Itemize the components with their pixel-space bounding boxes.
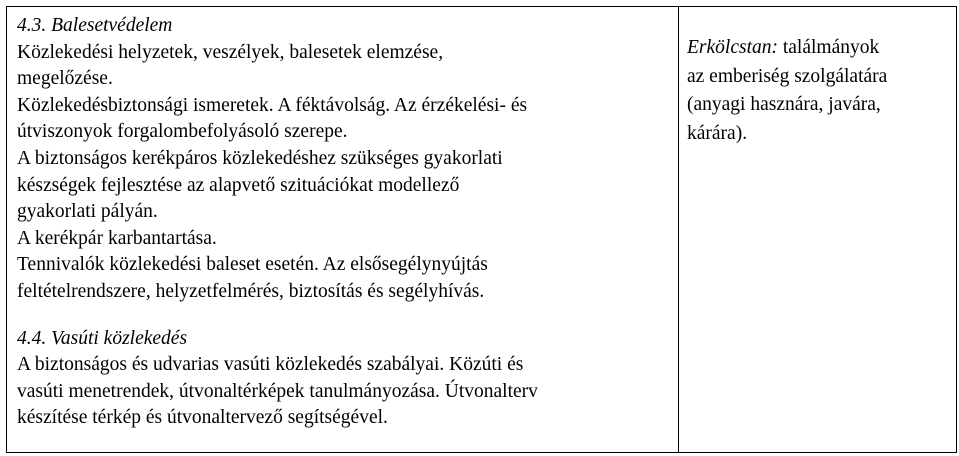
- section-4-3-line: Tennivalók közlekedési baleset esetén. Az elsősegélynyújtás: [17, 254, 488, 276]
- section-4-3-line: feltételrendszere, helyzetfelmérés, biztosítás és segélyhívás.: [17, 280, 485, 302]
- section-4-4-line: A biztonságos és udvarias vasúti közlekedés szabályai. Közúti és: [17, 354, 524, 376]
- connections-cell: [679, 7, 957, 453]
- section-4-3-heading: 4.3. Balesetvédelem: [17, 15, 173, 36]
- ethics-label: Erkölcstan:: [687, 37, 778, 58]
- section-4-3-line: A biztonságos kerékpáros közlekedéshez szükséges gyakorlati: [17, 147, 503, 169]
- section-4-3-line: megelőzése.: [17, 68, 113, 90]
- section-4-4-line: vasúti menetrendek, útvonaltérképek tanulmányozása. Útvonalterv: [17, 380, 538, 402]
- section-4-3-line: útviszonyok forgalombefolyásoló szerepe.: [17, 121, 348, 143]
- section-4-4-line: készítése térkép és útvonaltervező segítségével.: [17, 407, 388, 429]
- section-4-3-line: gyakorlati pályán.: [17, 201, 158, 223]
- ethics-first-line: [687, 34, 952, 63]
- section-4-3-line: Közlekedési helyzetek, veszélyek, balesetek elemzése,: [17, 41, 444, 63]
- curriculum-table: [6, 6, 957, 453]
- content-cell: [7, 7, 679, 453]
- ethics-line: az emberiség szolgálatára: [687, 65, 888, 87]
- section-4-3-line: Közlekedésbiztonsági ismeretek. A féktávolság. Az érzékelési- és: [17, 94, 528, 116]
- ethics-text: találmányok: [782, 37, 880, 58]
- section-4-4-heading: 4.4. Vasúti közlekedés: [17, 327, 188, 349]
- ethics-line: (anyagi hasznára, javára,: [687, 94, 881, 115]
- table-row: [7, 7, 957, 453]
- section-4-3-line: A kerékpár karbantartása.: [17, 227, 217, 249]
- ethics-line: kárára).: [687, 122, 748, 144]
- section-4-3-line: készségek fejlesztése az alapvető szituációkat modellező: [17, 174, 460, 196]
- section-spacer: [17, 306, 670, 326]
